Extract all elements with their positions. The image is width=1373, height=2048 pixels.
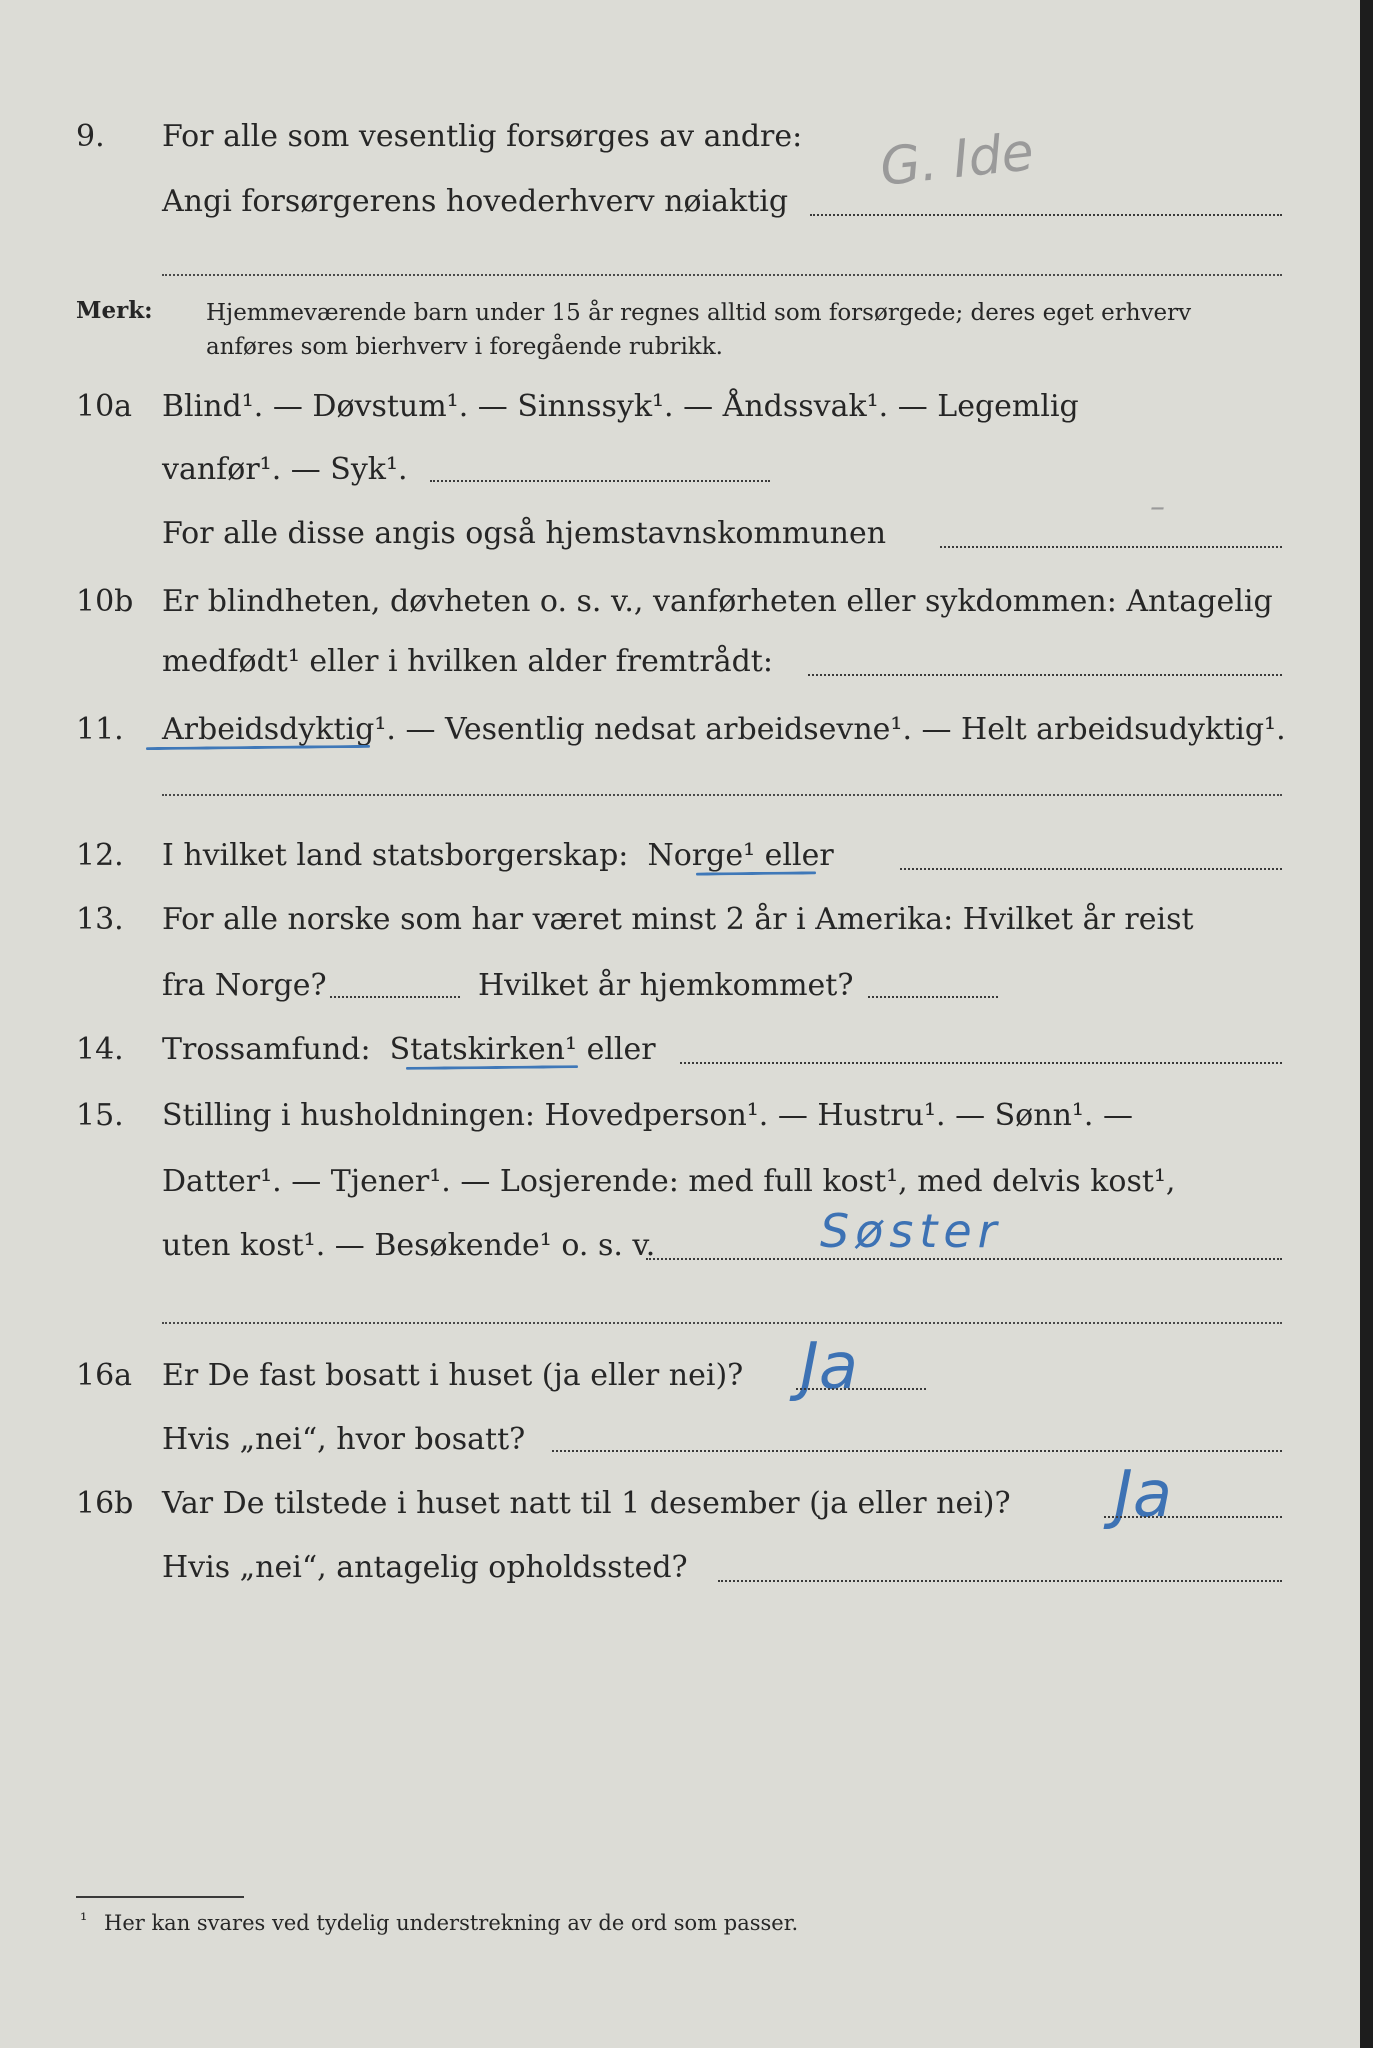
q13-line1: For alle norske som har været minst 2 år i Amerika: Hvilket år reist (162, 902, 1194, 937)
q12-answer-line[interactable] (900, 868, 1282, 870)
q16b-line1: Var De tilstede i huset natt til 1 desember (ja eller nei)? (162, 1486, 1011, 1521)
q16a-bosatt-line[interactable] (552, 1450, 1282, 1452)
q14-pre: Trossamfund: (162, 1032, 371, 1067)
q12-pre: I hvilket land statsborgerskap: (162, 838, 629, 873)
q15-extra-line[interactable] (162, 1322, 1282, 1324)
q15-line3: uten kost¹. — Besøkende¹ o. s. v. (162, 1228, 656, 1263)
q10a-line3: For alle disse angis også hjemstavnskommunen (162, 516, 887, 551)
q11-opt-arbeidsdyktig[interactable]: Arbeidsdyktig¹. (162, 712, 396, 747)
q16b-opholdssted-line[interactable] (718, 1580, 1282, 1582)
q9-number: 9. (76, 119, 105, 154)
q16a-number: 16a (76, 1358, 133, 1393)
scan-border (1360, 0, 1373, 2048)
q10a-line2: vanfør¹. — Syk¹. (162, 452, 408, 487)
merk-label: Merk: (76, 297, 153, 324)
q13-reist-line[interactable] (330, 996, 460, 998)
q16b-number: 16b (76, 1486, 134, 1521)
q14-number: 14. (76, 1032, 124, 1067)
q10a-number: 10a (76, 389, 133, 424)
q10a-syk-line[interactable] (430, 480, 770, 482)
merk-line2: anføres som bierhverv i foregående rubrikk. (206, 334, 723, 360)
q12-opt-norge[interactable]: Norge¹ (647, 838, 756, 873)
q13-number: 13. (76, 902, 124, 937)
q16a-line2: Hvis „nei“, hvor bosatt? (162, 1422, 526, 1457)
q15-answer-line[interactable] (646, 1258, 1282, 1260)
q15-number: 15. (76, 1098, 124, 1133)
footnote-mark: ¹ (80, 1910, 88, 1931)
q14-opt-statskirken[interactable]: Statskirken¹ (389, 1032, 578, 1067)
q9-answer-line[interactable] (810, 214, 1282, 216)
q11-extra-line[interactable] (162, 794, 1282, 796)
q10b-answer-line[interactable] (808, 674, 1282, 676)
q14-post: eller (586, 1032, 656, 1067)
q16a-line1: Er De fast bosatt i huset (ja eller nei)? (162, 1358, 744, 1393)
q10a-answer: – (1150, 490, 1165, 525)
q14-line (162, 1028, 656, 1072)
q14-answer-line[interactable] (680, 1062, 1282, 1064)
q16b-answer: Ja (1114, 1458, 1173, 1532)
q13-line2b: Hvilket år hjemkommet? (478, 968, 854, 1003)
q11-rest: — Vesentlig nedsat arbeidsevne¹. — Helt arbeidsudyktig¹. (405, 712, 1286, 747)
q13-hjemkommet-line[interactable] (868, 996, 998, 998)
q16a-answer: Ja (800, 1330, 859, 1404)
q10a-kommune-line[interactable] (940, 546, 1282, 548)
q10a-line1: Blind¹. — Døvstum¹. — Sinnssyk¹. — Åndssvak¹. — Legemlig (162, 389, 1079, 424)
footnote-text: Her kan svares ved tydelig understrekning av de ord som passer. (104, 1911, 799, 1935)
q12-number: 12. (76, 838, 124, 873)
q16a-answer-line[interactable] (796, 1388, 926, 1390)
q15-answer: Søster (820, 1204, 1003, 1258)
q11-number: 11. (76, 712, 124, 747)
q16b-line2: Hvis „nei“, antagelig opholdssted? (162, 1550, 688, 1585)
q10b-line2: medfødt¹ eller i hvilken alder fremtrådt: (162, 644, 773, 679)
footnote-rule (76, 1896, 244, 1898)
q10b-number: 10b (76, 584, 134, 619)
merk-line1: Hjemmeværende barn under 15 år regnes alltid som forsørgede; deres eget erhverv (206, 300, 1192, 326)
q13-line2a: fra Norge? (162, 968, 327, 1003)
q16b-answer-line[interactable] (1104, 1516, 1282, 1518)
q15-line1: Stilling i husholdningen: Hovedperson¹. — Hustru¹. — Sønn¹. — (162, 1098, 1133, 1133)
q9-extra-line[interactable] (162, 274, 1282, 276)
q9-answer: G. Ide (877, 122, 1037, 198)
q10b-line1: Er blindheten, døvheten o. s. v., vanførheten eller sykdommen: Antagelig (162, 584, 1273, 619)
q9-line1: For alle som vesentlig forsørges av andre: (162, 119, 803, 154)
q15-line2: Datter¹. — Tjener¹. — Losjerende: med full kost¹, med delvis kost¹, (162, 1164, 1176, 1199)
q9-line2: Angi forsørgerens hovederhverv nøiaktig (162, 184, 789, 219)
q12-post: eller (764, 838, 834, 873)
